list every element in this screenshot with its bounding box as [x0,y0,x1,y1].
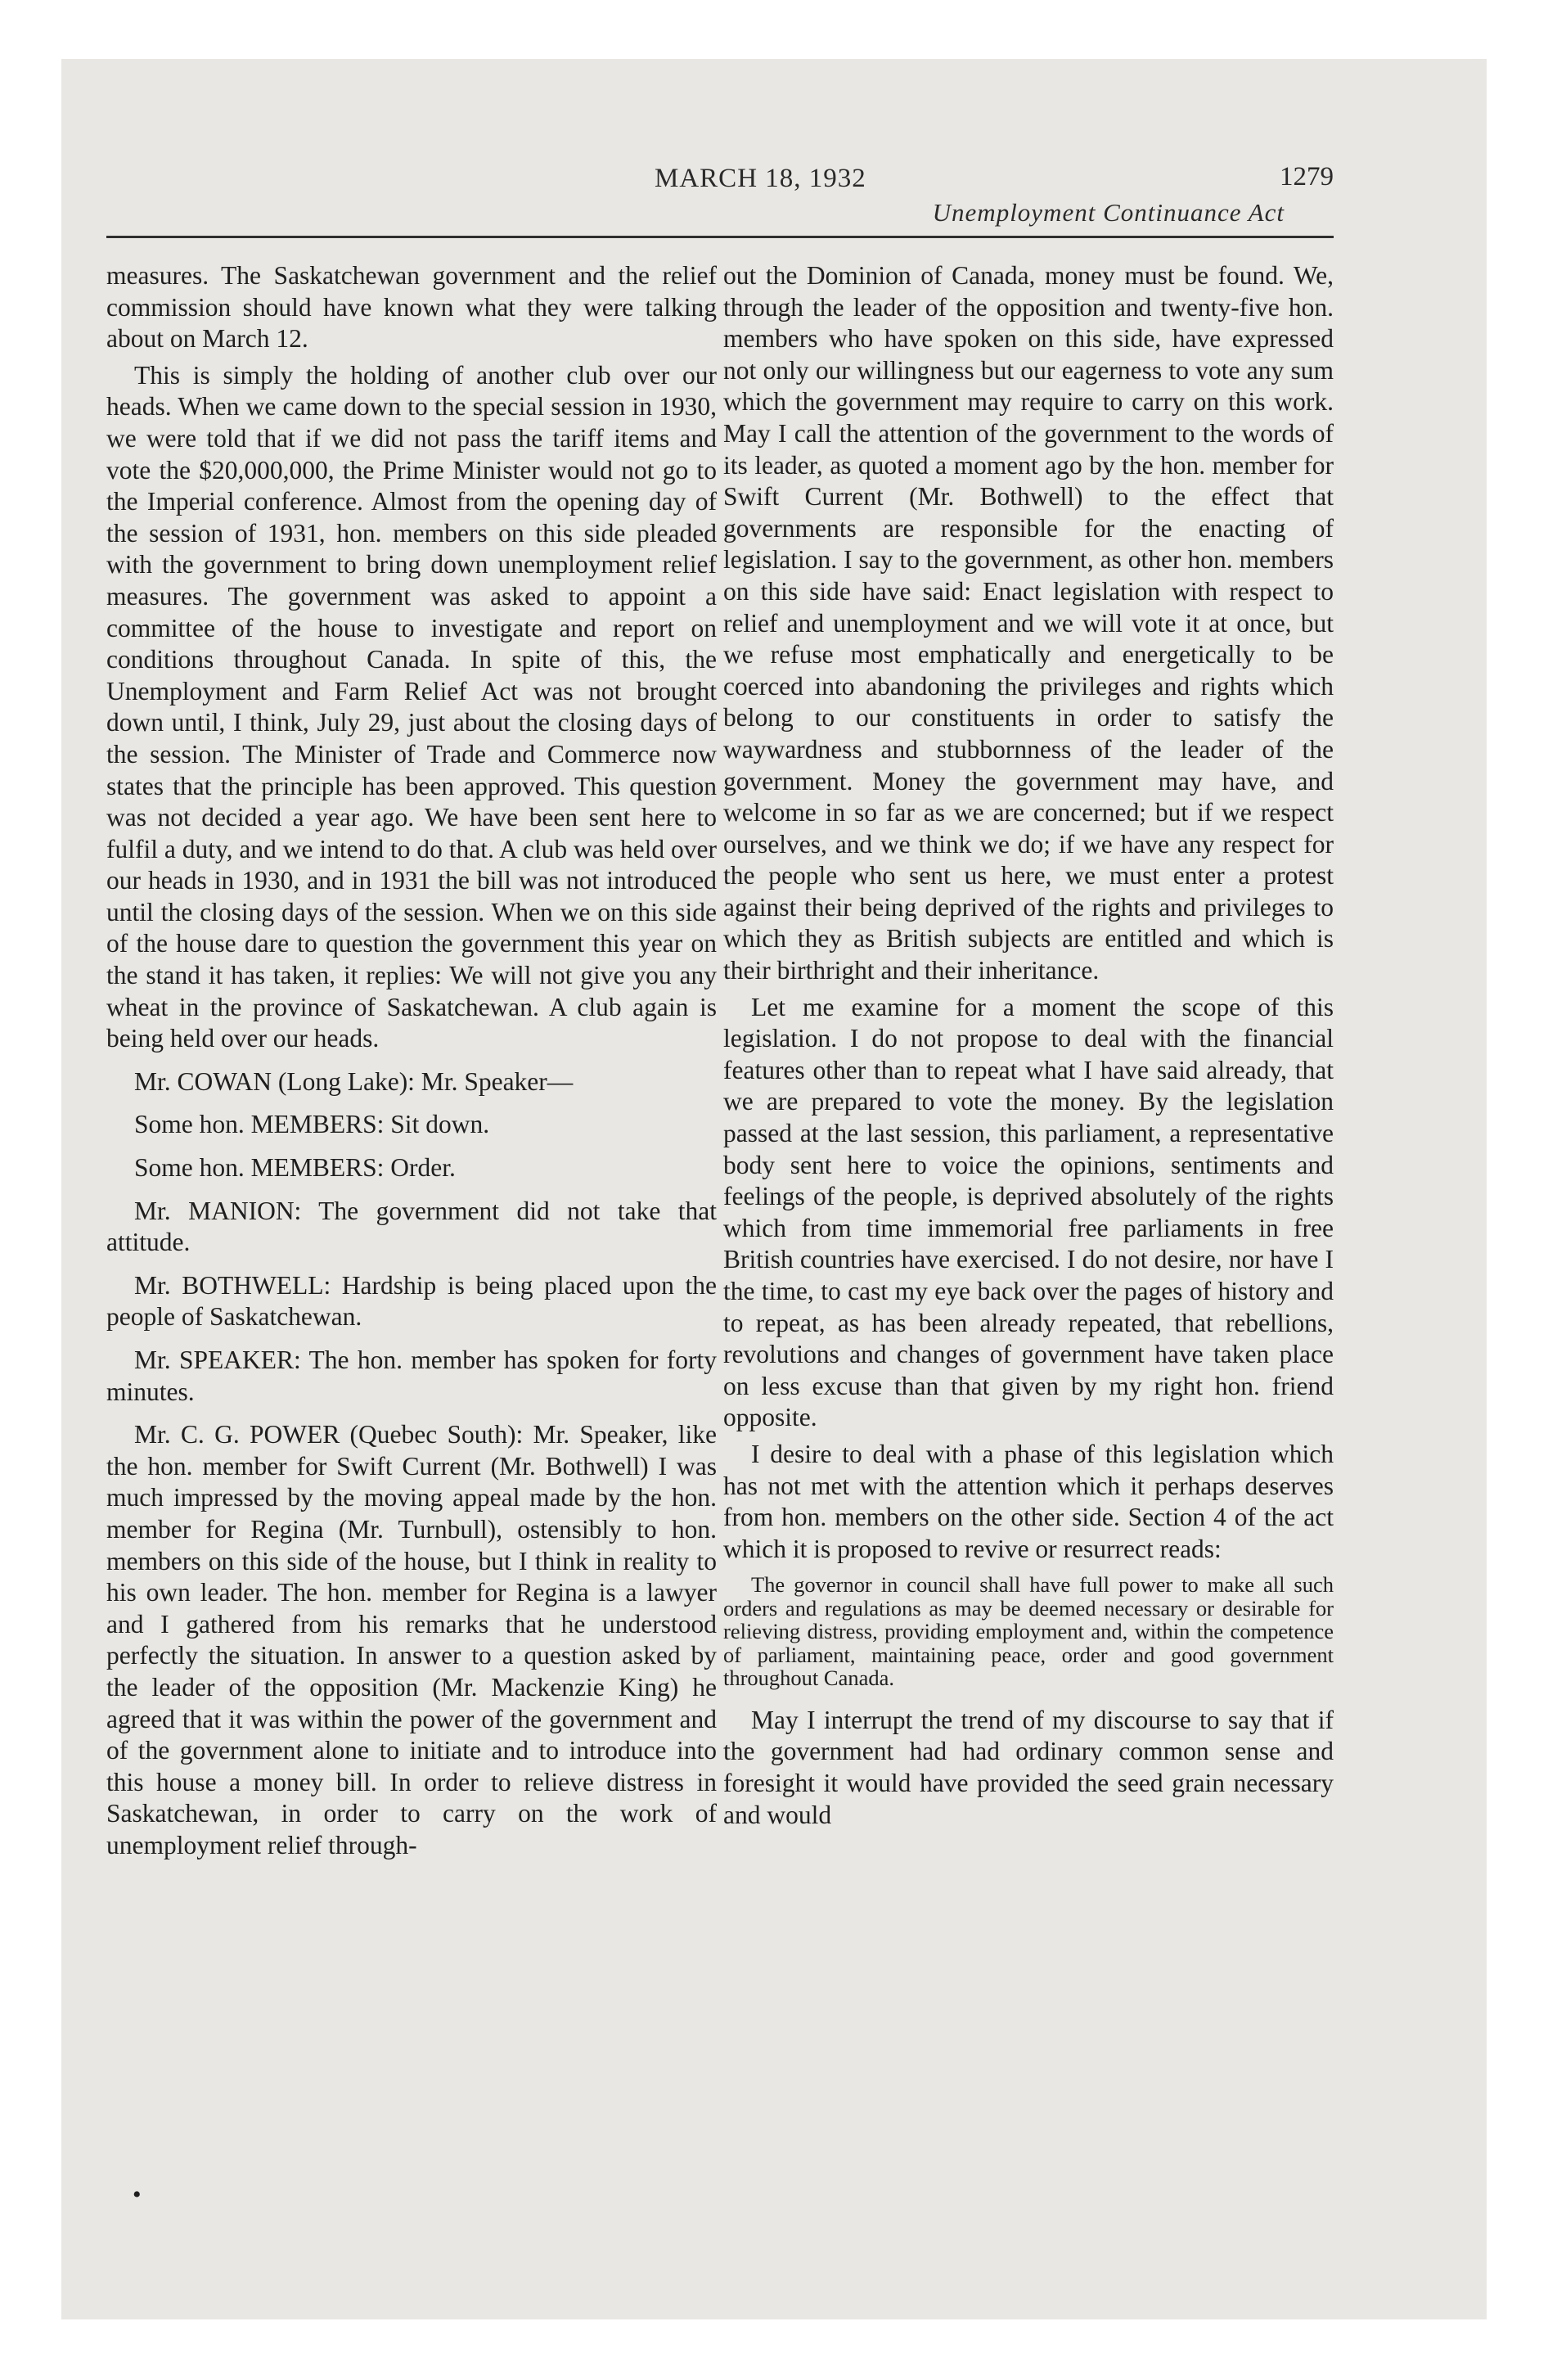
speaker-line: Mr. COWAN (Long Lake): Mr. Speaker— [134,1066,574,1096]
left-column [106,260,717,1867]
paragraph: Let me examine for a moment the scope of this legislation. I do not propose to deal with the financial features other than to repeat what I have said already, that we are prepared to vote the money. By the legislation passed at the last session, this parliament, a representative body sent here to voice the opinions, sentiments and feelings of the people, is deprived absolutely of the rights which from time immemorial free parliaments in free British countries have exercised. I do not desire, nor have I the time, to cast my eye back over the pages of history and to repeat, as has been already repeated, that rebellions, revolutions and changes of government have taken place on less excuse than that given by my right hon. friend opposite. [723,992,1334,1432]
page-header [106,156,1334,246]
speaker-line: Some hon. MEMBERS: Sit down. [134,1110,490,1139]
header-rule [106,236,1334,238]
paragraph: measures. The Saskatchewan government and the relief commission should have known what they were talking about on March 12. [106,261,717,354]
running-title: Unemployment Continuance Act [932,198,1285,227]
speaker-line: Mr. SPEAKER: The hon. member has spoken for forty minutes. [106,1346,717,1406]
speaker-line: Mr. MANION: The government did not take that attitude. [106,1196,717,1257]
quoted-section: The governor in council shall have full power to make all such orders and regulations as may be deemed necessary or desirable for relieving distress, providing employment and, within the competence of parliament, maintaining peace, order and good government throughout Canada. [723,1572,1334,1691]
speech-paragraph: Mr. C. G. POWER (Quebec South): Mr. Speaker, like the hon. member for Swift Current (Mr. Bothwell) I was much impressed by the moving appeal made by the hon. member for Regina (Mr. Turnbull), ostensibly to hon. members on this side of the house, but I think in reality to his own leader. The hon. member for Regina is a lawyer and I gathered from his remarks that he understood perfectly the situation. In answer to a question asked by the leader of the opposition (Mr. Mackenzie King) he agreed that it was within the power of the government and of the government alone to initiate and to introduce into this house a money bill. In order to relieve distress in Saskatchewan, in order to carry on the work of unemployment relief through- [106,1420,717,1859]
speaker-line: Mr. BOTHWELL: Hardship is being placed upon the people of Saskatchewan. [106,1270,717,1332]
paragraph: out the Dominion of Canada, money must be found. We, through the leader of the opposition and twenty-five hon. members who have spoken on this side, have expressed not only our willingness but our eagerness to vote any sum which the government may require to carry on this work. May I call the attention of the government to the words of its leader, as quoted a moment ago by the hon. member for Swift Current (Mr. Bothwell) to the effect that governments are responsible for the enacting of legislation. I say to the government, as other hon. members on this side have said: Enact legislation with respect to relief and unemployment and we will vote it at once, but we refuse most emphatically and energetically to be coerced into abandoning the privileges and rights which belong to our constituents in order to satisfy the waywardness and stubbornness of the leader of the government. Money the government may have, and welcome in so far as we are concerned; but if we respect ourselves, and we think we do; if we have any respect for the people who sent us here, we must enter a protest against their being deprived of the rights and privileges to which they as British subjects are entitled and which is their birthright and their inheritance. [723,261,1334,985]
paragraph: This is simply the holding of another club over our heads. When we came down to the special session in 1930, we were told that if we did not pass the tariff items and vote the $20,000,000, the Prime Minister would not go to the Imperial conference. Almost from the opening day of the session of 1931, hon. members on this side pleaded with the government to bring down unemployment relief measures. The government was asked to appoint a committee of the house to investigate and report on conditions throughout Canada. In spite of this, the Unemployment and Farm Relief Act was not brought down until, I think, July 29, just about the closing days of the session. The Minister of Trade and Commerce now states that the principle has been approved. This question was not decided a year ago. We have been sent here to fulfil a duty, and we intend to do that. A club was held over our heads in 1930, and in 1931 the bill was not introduced until the closing days of the session. When we on this side of the house dare to question the government this year on the stand it has taken, it replies: We will not give you any wheat in the province of Saskatchewan. A club again is being held over our heads. [106,360,717,1053]
text-columns [106,260,1334,1867]
margin-bullet: • [133,2181,142,2208]
right-column [723,260,1334,1867]
speaker-line: Some hon. MEMBERS: Order. [134,1153,456,1183]
hansard-page [106,156,1334,2208]
paragraph: May I interrupt the trend of my discourse to say that if the government had had ordinary common sense and foresight it would have provided the seed grain necessary and would [723,1705,1334,1829]
paragraph: I desire to deal with a phase of this legislation which has not met with the attention which it perhaps deserves from hon. members on the other side. Section 4 of the act which it is proposed to revive or resurrect reads: [723,1439,1334,1563]
header-date: MARCH 18, 1932 [655,164,866,193]
page-number: 1279 [1280,162,1334,192]
